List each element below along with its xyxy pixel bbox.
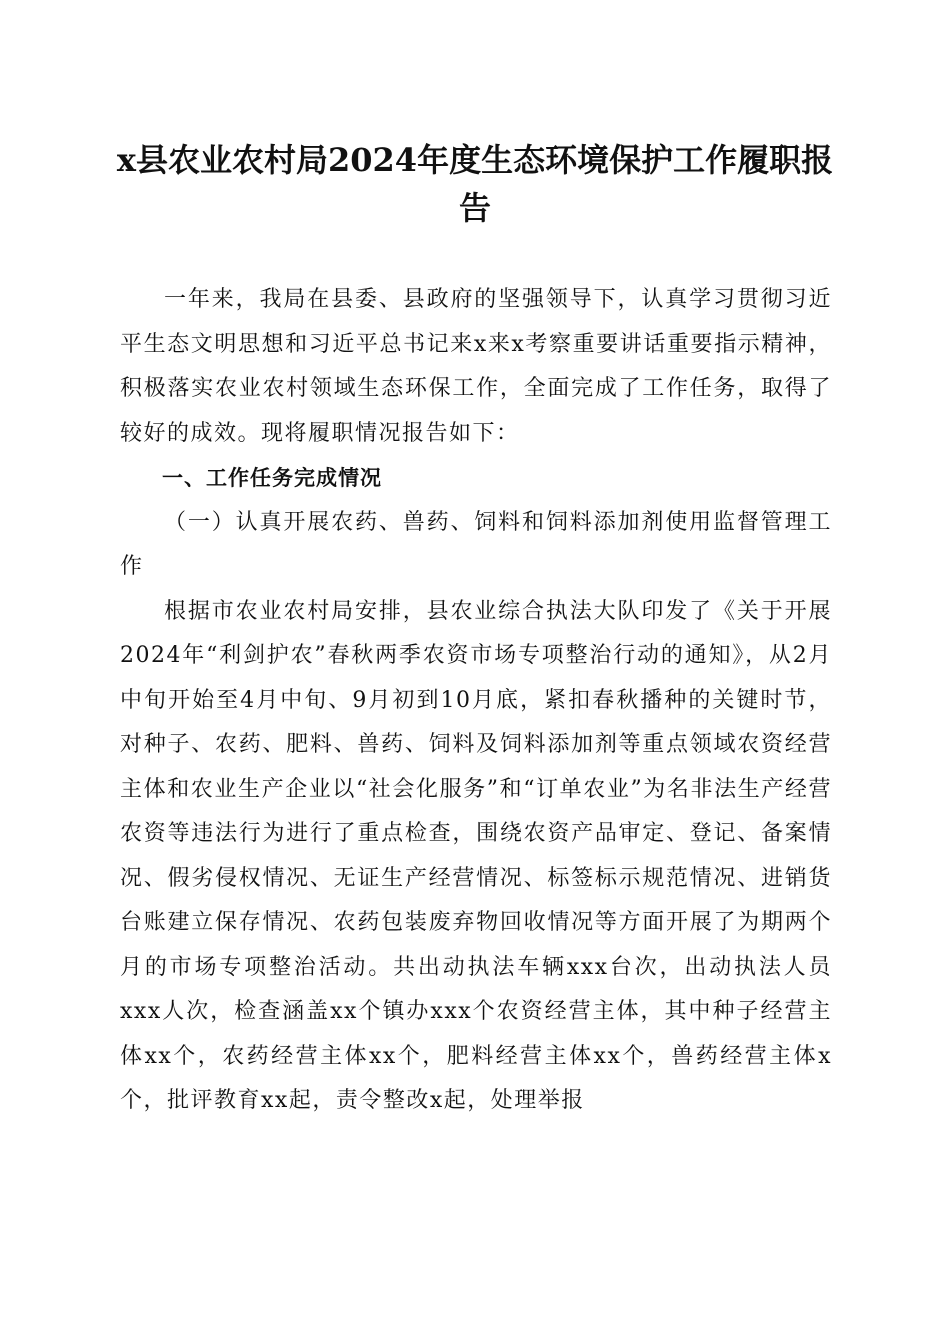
document-body <box>120 278 832 1124</box>
section-heading: 一、工作任务完成情况 <box>162 466 382 490</box>
subsection-heading: （一）认真开展农药、兽药、饲料和饲料添加剂使用监督管理工作 <box>120 509 832 579</box>
intro-paragraph: 一年来，我局在县委、县政府的坚强领导下，认真学习贯彻习近平生态文明思想和习近平总书记来x来x考察重要讲话重要指示精神，积极落实农业农村领域生态环保工作，全面完成了工作任务，取得了较好的成效。现将履职情况报告如下： <box>120 287 832 446</box>
body-paragraph: 根据市农业农村局安排，县农业综合执法大队印发了《关于开展2024年“利剑护农”春秋两季农资市场专项整治行动的通知》，从2月中旬开始至4月中旬、9月初到10月底，紧扣春秋播种的关键时节，对种子、农药、肥料、兽药、饲料及饲料添加剂等重点领域农资经营主体和农业生产企业以“社会化服务”和“订单农业”为名非法生产经营农资等违法行为进行了重点检查，围绕农资产品审定、登记、备案情况、假劣侵权情况、无证生产经营情况、标签标示规范情况、进销货台账建立保存情况、农药包装废弃物回收情况等方面开展了为期两个月的市场专项整治活动。共出动执法车辆xxx台次，出动执法人员xxx人次，检查涵盖xx个镇办xxx个农资经营主体，其中种子经营主体xx个，农药经营主体xx个，肥料经营主体xx个，兽药经营主体x个，批评教育xx起，责令整改x起，处理举报 <box>120 598 832 1113</box>
document-title: x县农业农村局2024年度生态环境保护工作履职报告 <box>116 141 834 227</box>
